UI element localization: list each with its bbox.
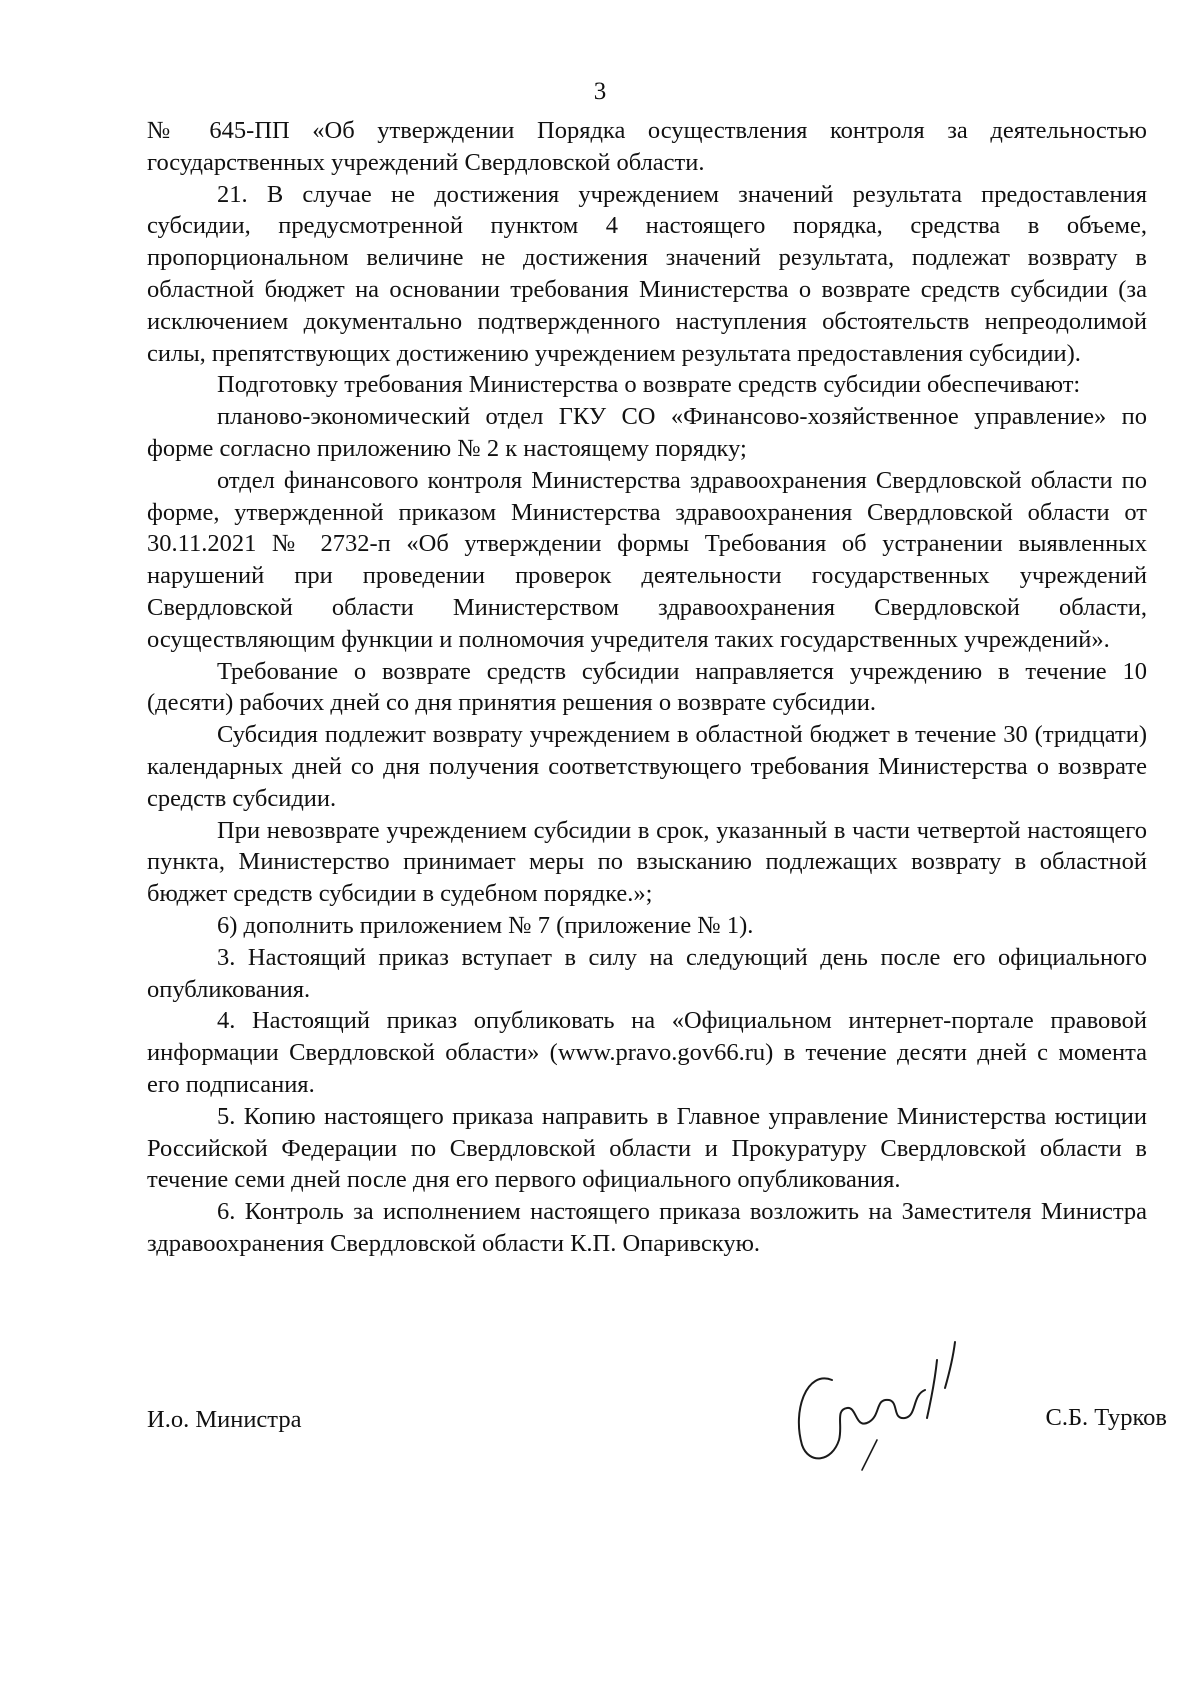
document-body: [147, 115, 1147, 1260]
paragraph-planning-dept: планово-экономический отдел ГКУ СО «Финансово-хозяйственное управление» по форме согласно приложению № 2 к настоящему порядку;: [147, 403, 1147, 462]
page-number: 3: [593, 78, 607, 105]
paragraph-preparation: Подготовку требования Министерства о возврате средств субсидии обеспечивают:: [217, 371, 1081, 399]
paragraph-continuation: № 645-ПП «Об утверждении Порядка осуществления контроля за деятельностью государственных учреждений Свердловской области.: [147, 117, 1147, 176]
handwritten-signature-icon: [777, 1340, 997, 1490]
paragraph-item-3: 3. Настоящий приказ вступает в силу на следующий день после его официального опубликования.: [147, 943, 1147, 1003]
paragraph-requirement-sent: Требование о возврате средств субсидии направляется учреждению в течение 10 (десяти) рабочих дней со дня принятия решения о возврате субсидии.: [147, 657, 1147, 717]
paragraph-item-5: 5. Копию настоящего приказа направить в Главное управление Министерства юстиции Российской Федерации по Свердловской области и Прокуратуру Свердловской области в течение семи дней после дня его первого официального опубликования.: [147, 1102, 1147, 1194]
signer-name: С.Б. Турков: [1045, 1404, 1167, 1431]
signer-title: И.о. Министра: [147, 1406, 302, 1433]
signature-block: [147, 1340, 1167, 1480]
paragraph-item-6: 6. Контроль за исполнением настоящего приказа возложить на Заместителя Министра здравоохранения Свердловской области К.П. Опаривскую.: [147, 1198, 1147, 1257]
paragraph-item-21: 21. В случае не достижения учреждением значений результата предоставления субсидии, предусмотренной пунктом 4 настоящего порядка, средства в объеме, пропорциональном величине не достижения значений результата, подлежат возврату в областной бюджет на основании требования Министерства о возврате средств субсидии (за исключением документально подтвержденного наступления обстоятельств непреодолимой силы, препятствующих достижению учреждением результата предоставления субсидии).: [147, 180, 1147, 367]
paragraph-control-dept: отдел финансового контроля Министерства здравоохранения Свердловской области по форме, утвержденной приказом Министерства здравоохранения Свердловской области от 30.11.2021 № 2732-п «Об утверждении формы Требования об устранении выявленных нарушений при проведении проверок деятельности государственных учреждений Свердловской области Министерством здравоохранения Свердловской области, осуществляющим функции и полномочия учредителя таких государственных учреждений».: [147, 466, 1147, 653]
paragraph-item-4: 4. Настоящий приказ опубликовать на «Официальном интернет-портале правовой информации Свердловской области» (www.pravo.gov66.ru) в течение десяти дней с момента его подписания.: [147, 1007, 1147, 1098]
paragraph-non-return: При невозврате учреждением субсидии в срок, указанный в части четвертой настоящего пункта, Министерство принимает меры по взысканию подлежащих возврату в областной бюджет средств субсидии в судебном порядке.»;: [147, 816, 1147, 908]
paragraph-item-6-addendum: 6) дополнить приложением № 7 (приложение № 1).: [217, 911, 754, 939]
paragraph-subsidy-return: Субсидия подлежит возврату учреждением в областной бюджет в течение 30 (тридцати) календарных дней со дня получения соответствующего требования Министерства о возврате средств субсидии.: [147, 721, 1147, 812]
